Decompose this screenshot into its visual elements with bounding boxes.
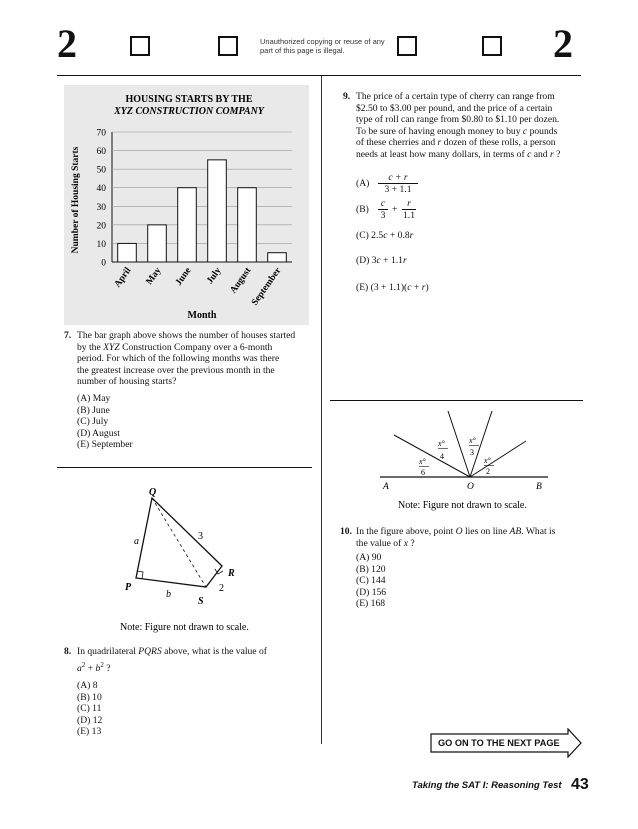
quadrilateral-pqrs (136, 498, 222, 587)
chart-x-tick-label: September (250, 265, 284, 308)
angle-denominator: 6 (421, 468, 425, 477)
vertex-p: P (125, 582, 132, 593)
chart-y-tick-label: 10 (96, 239, 106, 250)
footer-text: Taking the SAT I: Reasoning Test (412, 780, 562, 791)
angle-denominator: 4 (440, 452, 444, 461)
vertex-r: R (228, 568, 235, 579)
question-text: The bar graph above shows the number of houses started (77, 330, 296, 341)
angle-label-4: x° (438, 439, 445, 448)
question-number: 10. (340, 526, 352, 537)
chart-x-label: Month (187, 310, 217, 321)
question-text: type of roll can range from $0.80 to $1.10 per dozen. (356, 114, 560, 125)
section-number-left: 2 (57, 21, 77, 66)
chart-y-tick-label: 60 (96, 147, 106, 158)
question-8: 8. In quadrilateral PQRS above, what is the value of $a^2 + b^2$ ? (64, 646, 267, 674)
answer-option[interactable]: (E) September (77, 439, 133, 450)
question-text: The price of a certain type of cherry can range from (356, 91, 555, 102)
chart-title-line1: HOUSING STARTS BY THE (125, 94, 253, 105)
quadrilateral-figure (110, 480, 280, 635)
question-text: the greatest increase over the previous month in the (77, 364, 275, 376)
vertex-q: Q (149, 487, 157, 498)
chart-bar (268, 253, 287, 262)
chart-x-tick-label: May (144, 265, 164, 287)
chart-x-tick-label: June (174, 265, 194, 288)
answer-option[interactable]: (A) May (77, 393, 111, 404)
point-b: B (536, 482, 542, 492)
chart-y-tick-label: 0 (101, 258, 106, 269)
side-a-label: a (134, 536, 139, 547)
section-rule (330, 400, 583, 401)
question-10-options (356, 552, 386, 610)
header-box (482, 36, 502, 56)
answer-option[interactable]: (B) 120 (356, 563, 386, 575)
question-text: period. For which of the following months was there (77, 353, 280, 364)
chart-y-tick-label: 40 (96, 184, 106, 195)
angles-figure (370, 405, 570, 515)
question-7-options (77, 393, 133, 451)
answer-option[interactable]: (D) 3c + 1.1r (356, 255, 407, 266)
answer-option[interactable]: (C) 144 (356, 575, 386, 586)
side-3-label: 3 (198, 531, 203, 542)
question-text: $2.50 to $3.00 per pound, and the price of a certain (356, 102, 553, 114)
angle-denominator: 2 (486, 467, 490, 476)
chart-title-line2: XYZ CONSTRUCTION COMPANY (114, 106, 264, 117)
answer-option[interactable]: (C) 11 (77, 703, 102, 714)
chart-x-tick-label: August (228, 265, 254, 296)
go-on-label: GO ON TO THE NEXT PAGE (438, 738, 560, 748)
angle-label-2: x° (484, 456, 491, 465)
chart-y-label: Number of Housing Starts (71, 146, 81, 254)
side-2-label: 2 (219, 583, 224, 594)
header-box (218, 36, 238, 56)
header-box (130, 36, 150, 56)
question-text: number of housing starts? (77, 376, 177, 387)
angle-denominator: 3 (470, 448, 474, 457)
question-7: 7. The bar graph above shows the number of houses started by the XYZ Construction Company over a 6-month period. For which of the following months was there the greatest increase over the previous month in the number of housing starts? (64, 330, 314, 388)
page-number: 43 (571, 776, 589, 793)
chart-x-tick-label: April (112, 265, 134, 290)
answer-option[interactable]: (B) June (77, 404, 110, 416)
answer-option[interactable]: (D) August (77, 427, 120, 439)
answer-option[interactable]: (B) 10 (77, 691, 102, 703)
answer-option[interactable]: (A) 90 (356, 552, 382, 563)
header-rule (57, 75, 581, 76)
point-o: O (467, 482, 474, 492)
column-divider (321, 76, 322, 744)
question-number: 7. (64, 330, 72, 341)
chart-bar (118, 243, 137, 262)
answer-option[interactable]: (D) 156 (356, 586, 387, 598)
question-number: 8. (64, 646, 72, 657)
answer-option[interactable]: (D) 12 (77, 714, 103, 726)
question-10: 10. In the figure above, point O lies on line AB. What is the value of x ? (340, 526, 556, 549)
chart-bar (208, 160, 227, 262)
section-rule (57, 467, 312, 468)
housing-starts-chart (64, 85, 309, 325)
vertex-s: S (198, 596, 204, 607)
section-number-right: 2 (553, 21, 573, 66)
question-8-options (77, 680, 102, 738)
chart-y-tick-label: 30 (96, 202, 106, 213)
answer-option[interactable]: (C) 2.5c + 0.8r (356, 230, 414, 241)
question-number: 9. (343, 91, 351, 102)
angle-label-3: x° (469, 436, 476, 445)
answer-option[interactable]: (A) 8 (77, 680, 98, 691)
answer-option[interactable]: (E) 13 (77, 726, 102, 737)
answer-option[interactable]: (E) 168 (356, 598, 386, 609)
angle-label-6: x° (419, 457, 426, 466)
side-b-label: b (166, 589, 171, 600)
chart-y-tick-label: 50 (96, 165, 106, 176)
figure-note: Note: Figure not drawn to scale. (120, 622, 249, 633)
point-a: A (383, 482, 389, 492)
answer-option[interactable]: (E) (3 + 1.1)(c + r) (356, 282, 429, 293)
chart-y-tick-label: 70 (96, 128, 106, 139)
chart-bar (178, 188, 197, 262)
chart-x-tick-label: July (205, 265, 224, 287)
figure-note: Note: Figure not drawn to scale. (398, 500, 527, 511)
chart-bar (238, 188, 257, 262)
header-box (397, 36, 417, 56)
question-9: 9. The price of a certain type of cherry can range from $2.50 to $3.00 per pound, and the price of a certain type of roll can range from $0.80 to $1.10 per dozen. To be sure of having enough money to buy c pounds of these cherries and r dozen of these rolls, a person needs at least how many dollars, in terms of c and r ? (343, 91, 603, 160)
copyright-notice: Unauthorized copying or reuse of any part of this page is illegal. (260, 37, 385, 55)
chart-y-tick-label: 20 (96, 221, 106, 232)
answer-option[interactable]: (C) July (77, 416, 109, 427)
chart-bar (148, 225, 167, 262)
ray-4 (470, 441, 526, 477)
